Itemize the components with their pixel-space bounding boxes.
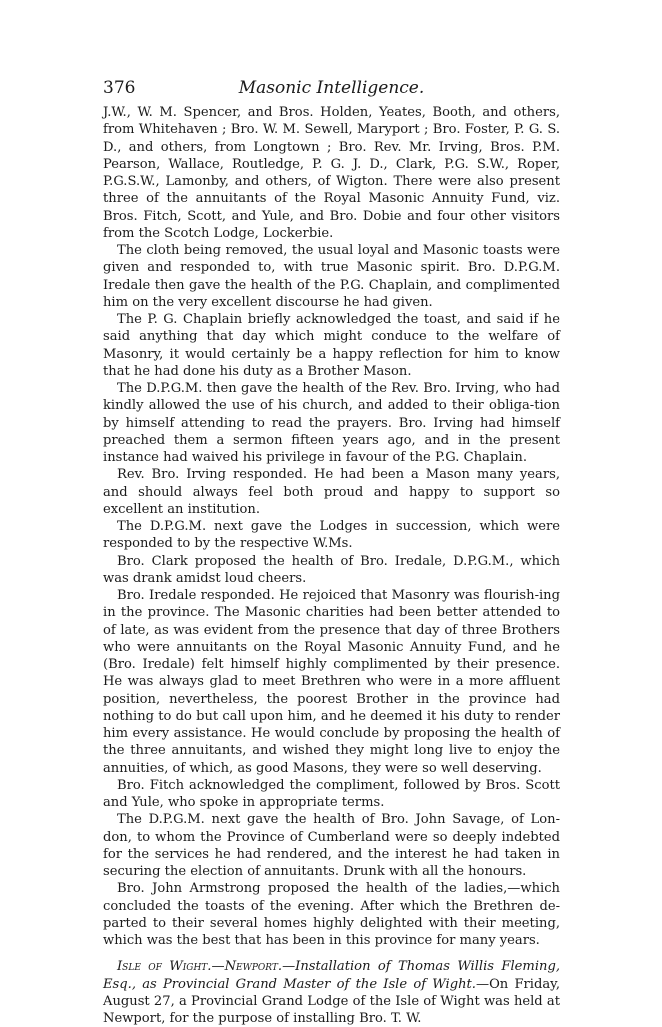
section-body: On Friday, August 27, a Provincial Grand Lodge of the Isle of Wight was held at Newport, for the purpose of installing Bro. T. W. <box>103 976 560 1026</box>
paragraph-clark: Bro. Clark proposed the health of Bro. Iredale, D.P.G.M., which was drank amidst loud cheers. <box>103 553 560 586</box>
paragraph-savage: The D.P.G.M. next gave the health of Bro. John Savage, of Lon-don, to whom the Province of Cumberland were so deeply indebted for the services he had rendered, and the interest he had taken in securing the election of annuitants. Drunk with all the honours. <box>103 812 560 879</box>
section-town: Newport. <box>224 959 283 975</box>
paragraph-irving-health: The D.P.G.M. then gave the health of the Rev. Bro. Irving, who had kindly allowed the use of his church, and added to their obliga-tion by himself attending to read the prayers. Bro. Irving had himself preached them a sermon fifteen years ago, and in the present instance had waived his privilege in favour of the P.G. Chaplain. <box>103 381 560 465</box>
paragraph-iredale-reply: Bro. Iredale responded. He rejoiced that Masonry was flourish-ing in the province. The Masonic charities had been better attended to of late, as was evident from the presence that day of three Brothers who were annuitants on the Royal Masonic Annuity Fund, and he (Bro. Iredale) felt himself highly complimented by their presence. He was always glad to meet Brethren who were in a more affluent position, nevertheless, the poorest Brother in the province had nothing to do but call upon him, and he deemed it his duty to render him every assistance. He would conclude by proposing the health of the three annuitants, and wished they might long live to enjoy the annuities, of which, as good Masons, they were so well deserving. <box>103 588 560 776</box>
section-gap <box>103 949 560 958</box>
section-heading: Installation of Thomas Willis Fleming, Esq., as Provincial Grand Master of the Isle of Wight. <box>103 959 560 992</box>
paragraph-lodges: The D.P.G.M. next gave the Lodges in succession, which were responded to by the respective W.Ms. <box>103 519 560 552</box>
section-place: Isle of Wight. <box>117 959 212 975</box>
paragraph-irving-reply: Rev. Bro. Irving responded. He had been a Mason many years, and should always feel both proud and happy to support so excellent an institution. <box>103 467 560 517</box>
page-number: 376 <box>103 78 136 98</box>
paragraph-chaplain-reply: The P. G. Chaplain briefly acknowledged the toast, and said if he said anything that day which might conduce to the welfare of Masonry, it would certainly be a happy reflection for him to know that he had done his duty as a Brother Mason. <box>103 312 560 379</box>
paragraph-fitch: Bro. Fitch acknowledged the compliment, followed by Bros. Scott and Yule, who spoke in appropriate terms. <box>103 777 560 810</box>
page-header <box>103 78 560 104</box>
paragraph-toasts: The cloth being removed, the usual loyal and Masonic toasts were given and responded to, with true Masonic spirit. Bro. D.P.G.M. Iredale then gave the health of the P.G. Chaplain, and complimented him on the very excellent discourse he had given. <box>103 243 560 310</box>
paragraph-armstrong: Bro. John Armstrong proposed the health of the ladies,—which concluded the toasts of the evening. After which the Brethren de-parted to their several homes highly delighted with their meeting, which was the best that has been in this province for many years. <box>103 881 560 948</box>
paragraph-attendees: J.W., W. M. Spencer, and Bros. Holden, Yeates, Booth, and others, from Whitehaven ; Bro. W. M. Sewell, Maryport ; Bro. Foster, P. G. S. D., and others, from Longtown ; Bro. Rev. Mr. Irving, Bros. P.M. Pearson, Wallace, Routledge, P. G. J. D., Clark, P.G. S.W., Roper, P.G.S.W., Lamonby, and others, of Wigton. There were also present three of the annuitants of the Royal Masonic Annuity Fund, viz. Bros. Fitch, Scott, and Yule, and Bro. Dobie and four other visitors from the Scotch Lodge, Lockerbie. <box>103 105 560 241</box>
running-title: Masonic Intelligence. <box>238 78 425 98</box>
document-page <box>103 78 560 1027</box>
section-isle-of-wight: Isle of Wight.—Newport.—Installation of Thomas Willis Fleming, Esq., as Provincial Grand Master of the Isle of Wight.—On Friday, August 27, a Provincial Grand Lodge of the Isle of Wight was held at Newport, for the purpose of installing Bro. T. W. <box>103 959 560 1026</box>
